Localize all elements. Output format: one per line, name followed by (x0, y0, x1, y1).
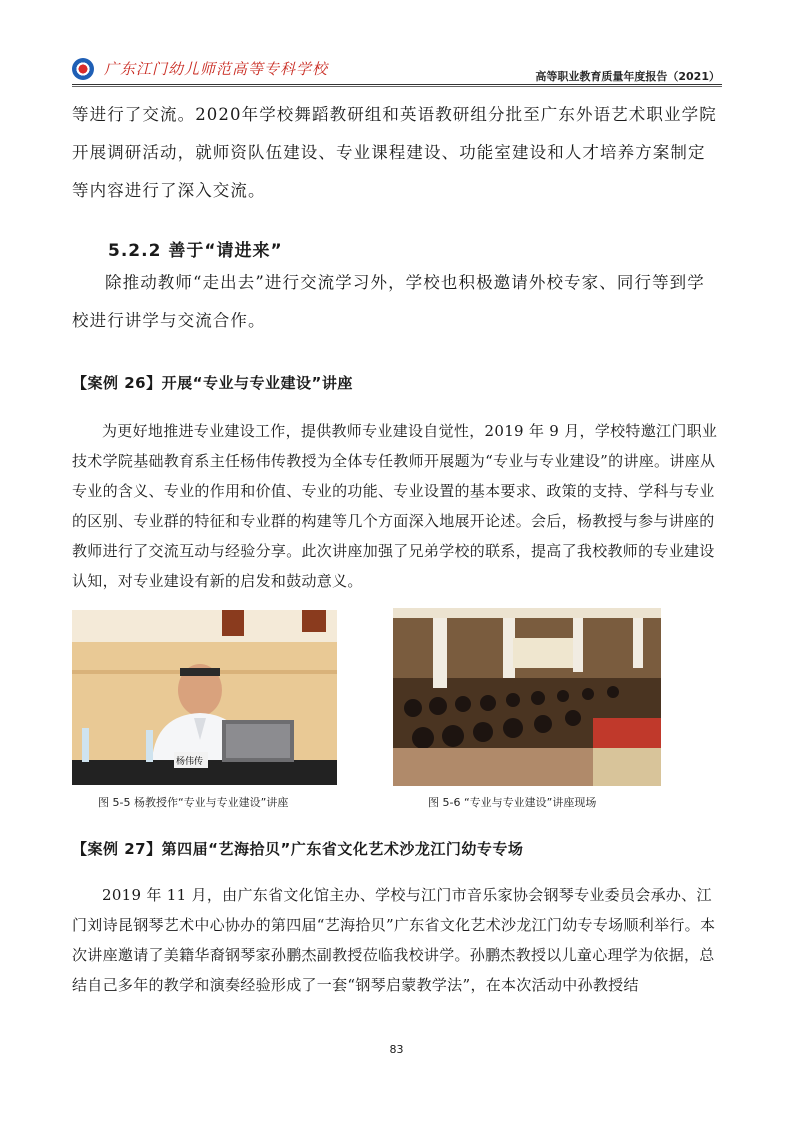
figure-caption-5-6: 图 5-6 “专业与专业建设”讲座现场 (428, 796, 597, 809)
lecture-photo-graphic (72, 610, 337, 785)
case-27-title: 【案例 27】第四届“艺海拾贝”广东省文化艺术沙龙江门幼专专场 (72, 840, 524, 858)
lecture-photo (72, 610, 337, 785)
paragraph-invite-text: 除推动教师“走出去”进行交流学习外，学校也积极邀请外校专家、同行等到学校进行讲学与交流合作。 (72, 273, 705, 330)
header-divider-thin (72, 86, 722, 87)
page-header (72, 52, 722, 86)
case-26-body (72, 416, 722, 596)
case-26-title: 【案例 26】开展“专业与专业建设”讲座 (72, 374, 353, 392)
page-number: 83 (389, 1043, 404, 1056)
school-logo-icon (72, 58, 94, 80)
paragraph-exchange: 等进行了交流。2020年学校舞蹈教研组和英语教研组分批至广东外语艺术职业学院开展调研活动，就师资队伍建设、专业课程建设、功能室建设和人才培养方案制定等内容进行了深入交流。 (72, 105, 717, 200)
case-27-text: 2019 年 11 月，由广东省文化馆主办、学校与江门市音乐家协会钢琴专业委员会承办、江门刘诗昆钢琴艺术中心协办的第四届“艺海拾贝”广东省文化艺术沙龙江门幼专专场顺利举行。本次讲座邀请了美籍华裔钢琴家孙鹏杰副教授莅临我校讲学。孙鹏杰教授以儿童心理学为依据，总结自己多年的教学和演奏经验形成了一套“钢琴启蒙教学法”，在本次活动中孙教授结 (72, 886, 716, 994)
case-27-body (72, 880, 722, 1000)
case-26-text: 为更好地推进专业建设工作，提供教师专业建设自觉性，2019 年 9 月，学校特邀江门职业技术学院基础教育系主任杨伟传教授为全体专任教师开展题为“专业与专业建设”的讲座。讲座从专业的含义、专业的作用和价值、专业的功能、专业设置的基本要求、政策的支持、学科与专业的区别、专业群的特征和专业群的构建等几个方面深入地展开论述。会后，杨教授与参与讲座的教师进行了交流互动与经验分享。此次讲座加强了兄弟学校的联系，提高了我校教师的专业建设认知，对专业建设有新的启发和鼓动意义。 (72, 422, 718, 590)
school-name-logo: 广东江门幼儿师范高等专科学校 (104, 60, 329, 78)
report-title: 高等职业教育质量年度报告（2021） (535, 70, 720, 83)
paragraph-invite (72, 264, 722, 340)
auditorium-photo-graphic (393, 608, 661, 786)
auditorium-photo (393, 608, 661, 786)
figure-caption-5-5: 图 5-5 杨教授作“专业与专业建设”讲座 (98, 796, 289, 809)
section-heading: 5.2.2 善于“请进来” (108, 241, 283, 261)
header-divider (72, 84, 722, 85)
nameplate-text: 杨伟传 (176, 757, 204, 767)
